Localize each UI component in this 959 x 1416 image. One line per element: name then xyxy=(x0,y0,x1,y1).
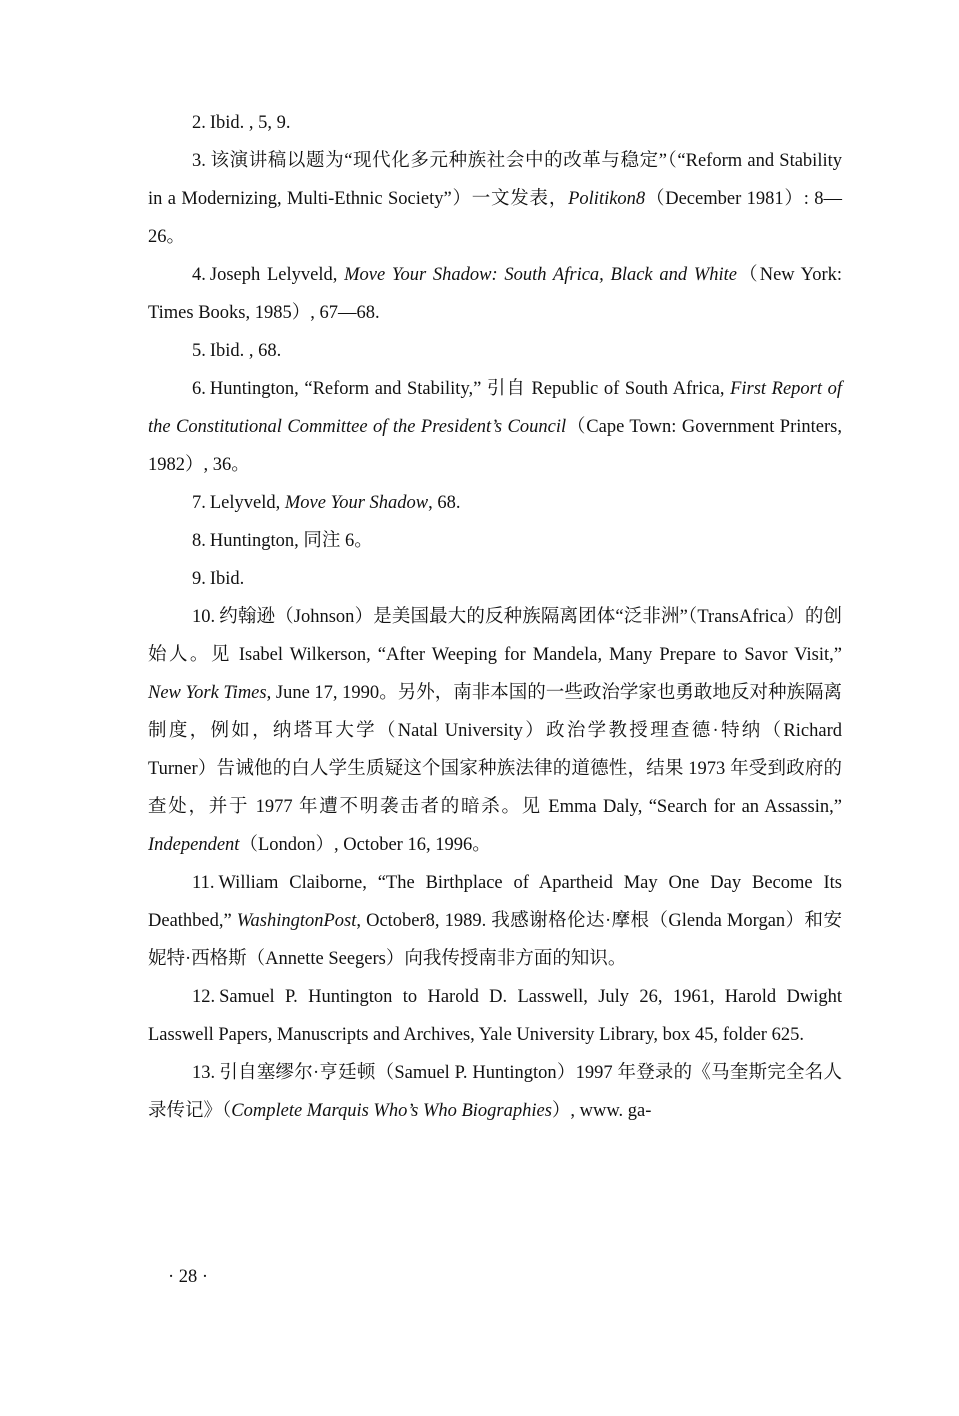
endnote-text: 约翰逊（Johnson）是美国最大的反种族隔离团体“泛非洲”（TransAfrica）的创始人。见 Isabel Wilkerson, “After Weeping for Mandela, Many Prepare to Savor Visit,” xyxy=(148,607,842,665)
endnote-number: 6. xyxy=(192,379,206,399)
endnote-number: 10. xyxy=(192,607,216,627)
endnote-number: 12. xyxy=(192,987,216,1007)
endnote xyxy=(148,142,842,256)
endnote-number: 13. xyxy=(192,1063,216,1083)
endnote-text: ）, www. ga- xyxy=(551,1101,652,1121)
endnote-number: 2. xyxy=(192,113,206,133)
endnote-number: 5. xyxy=(192,341,206,361)
endnote xyxy=(148,370,842,484)
endnote xyxy=(148,522,842,560)
endnote-italic-title: First Report of the Constitutional Committee of the President’s Council xyxy=(148,379,842,437)
endnote-text: （December 1981）: 8—26。 xyxy=(148,189,842,247)
endnote-number: 3. xyxy=(192,151,206,171)
endnote-text: Ibid. xyxy=(209,569,245,589)
endnote xyxy=(148,560,842,598)
endnote-text: Joseph Lelyveld, xyxy=(209,265,345,285)
endnote-text: （New York: Times Books, 1985）, 67—68. xyxy=(148,265,842,323)
endnote xyxy=(148,978,842,1054)
endnote xyxy=(148,484,842,522)
endnote-text: Huntington, 同注 6。 xyxy=(209,531,373,551)
endnote-text: , October8, 1989. 我感谢格伦达·摩根（Glenda Morgan）和安妮特·西格斯（Annette Seegers）向我传授南非方面的知识。 xyxy=(148,911,842,969)
page-number: · 28 · xyxy=(168,1267,209,1287)
endnotes-list xyxy=(148,104,842,1130)
endnote xyxy=(148,598,842,864)
endnote-number: 4. xyxy=(192,265,206,285)
endnote-italic-title: Move Your Shadow xyxy=(284,493,429,513)
endnote-italic-title: WashingtonPost xyxy=(236,911,357,931)
endnote-text: , June 17, 1990。另外，南非本国的一些政治学家也勇敢地反对种族隔离制度，例如，纳塔耳大学（Natal University）政治学教授理查德·特纳（Richard Turner）告诫他的白人学生质疑这个国家种族法律的道德性，结果 1973 年受到政府的查处，并于 1977 年遭不明袭击者的暗杀。见 Emma Daly, “Search for an Assassin,” xyxy=(148,683,842,817)
endnote-number: 11. xyxy=(192,873,215,893)
endnote xyxy=(148,332,842,370)
endnote-number: 8. xyxy=(192,531,206,551)
endnote-italic-title: Independent xyxy=(148,835,240,855)
endnote-number: 9. xyxy=(192,569,206,589)
endnote-italic-title: New York Times xyxy=(148,683,267,703)
endnote-text: Lelyveld, xyxy=(209,493,285,513)
endnote-text: Huntington, “Reform and Stability,” 引自 Republic of South Africa, xyxy=(209,379,731,399)
endnote xyxy=(148,104,842,142)
endnote xyxy=(148,1054,842,1130)
endnote-text: 该演讲稿以题为“现代化多元种族社会中的改革与稳定”（“Reform and Stability in a Modernizing, Multi-Ethnic Society”）一文发表， xyxy=(148,151,842,209)
endnote-text: （Cape Town: Government Printers, 1982）, 36。 xyxy=(148,417,842,475)
endnote-italic-title: Complete Marquis Who’s Who Biographies xyxy=(231,1101,552,1121)
endnote-text: William Claiborne, “The Birthplace of Apartheid May One Day Become Its Deathbed,” xyxy=(148,873,842,931)
endnote-text: Ibid. , 5, 9. xyxy=(209,113,291,133)
endnote-italic-title: Politikon8 xyxy=(568,189,646,209)
endnote-italic-title: Move Your Shadow: South Africa, Black and White xyxy=(344,265,737,285)
endnote-text: , 68. xyxy=(428,493,461,513)
endnote-text: （London）, October 16, 1996。 xyxy=(239,835,491,855)
endnote-text: 引自塞缪尔·亨廷顿（Samuel P. Huntington）1997 年登录的《马奎斯完全名人录传记》（ xyxy=(148,1063,842,1121)
endnote xyxy=(148,864,842,978)
endnote xyxy=(148,256,842,332)
endnote-text: Samuel P. Huntington to Harold D. Lasswell, July 26, 1961, Harold Dwight Lasswell Papers, Manuscripts and Archives, Yale University Library, box 45, folder 625. xyxy=(148,987,842,1045)
endnote-text: Ibid. , 68. xyxy=(209,341,282,361)
endnote-number: 7. xyxy=(192,493,206,513)
